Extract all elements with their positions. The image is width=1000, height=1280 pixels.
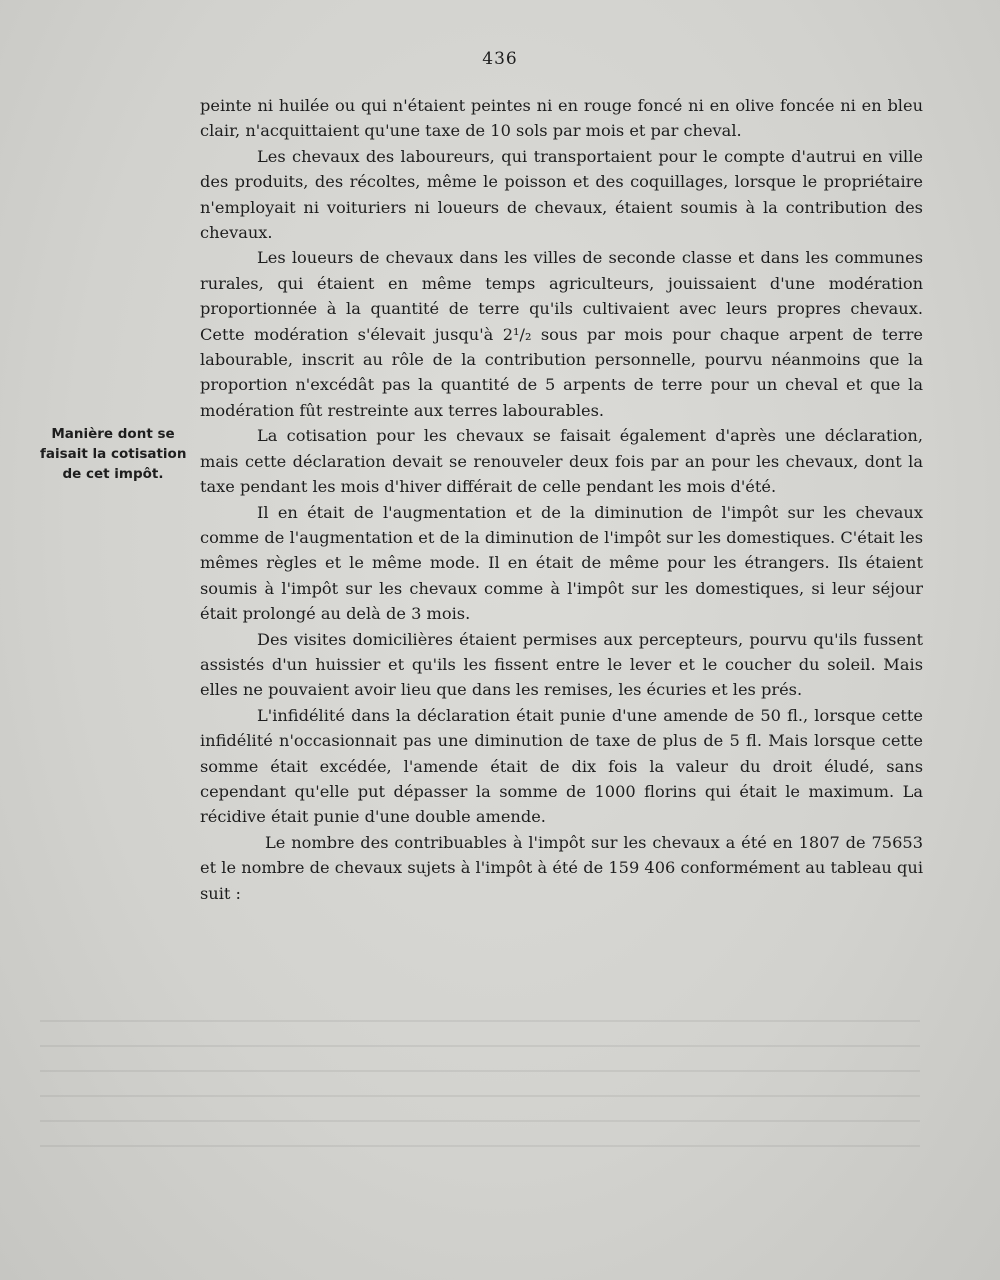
paragraph-continuation: peinte ni huilée ou qui n'étaient peintes ni en rouge foncé ni en olive foncée ni en bleu clair, n'acquittaient qu'une taxe de 10 sols par mois et par cheval.: [200, 96, 923, 141]
paragraph: L'infidélité dans la déclaration était punie d'une amende de 50 fl., lorsque cette infidélité n'occasionnait pas une diminution de taxe de plus de 5 fl. Mais lorsque cette somme était excédée, l'amende était de dix fois la valeur du droit éludé, sans cependant qu'elle put dépasser la somme de 1000 florins qui était le maximum. La récidive était punie d'une double amende.: [200, 705, 923, 827]
body-text: [200, 93, 923, 906]
paragraph: Le nombre des contribuables à l'impôt sur les chevaux a été en 1807 de 75653 et le nombre de chevaux sujets à l'impôt à été de 159 406 conformément au tableau qui suit :: [200, 832, 923, 903]
paragraph: La cotisation pour les chevaux se faisait également d'après une déclaration, mais cette déclaration devait se renouveler deux fois par an pour les chevaux, dont la taxe pendant les mois d'hiver différait de celle pendant les mois d'été.: [200, 426, 923, 497]
margin-note-line: faisait la cotisation: [40, 446, 187, 462]
show-through-text: [40, 1020, 920, 1150]
paragraph: Les chevaux des laboureurs, qui transportaient pour le compte d'autrui en ville des produits, des récoltes, même le poisson et des coquillages, lorsque le propriétaire n'employait ni voituriers ni loueurs de chevaux, étaient soumis à la contribution des chevaux.: [200, 146, 923, 243]
margin-note-line: Manière dont se: [51, 426, 175, 442]
paragraph: Les loueurs de chevaux dans les villes de seconde classe et dans les communes rurales, qui étaient en même temps agriculteurs, jouissaient d'une modération proportionnée à la quantité de terre qu'ils cultivaient avec leurs propres chevaux. Cette modération s'élevait jusqu'à 2¹/₂ sous par mois pour chaque arpent de terre labourable, inscrit au rôle de la contribution personnelle, pourvu néanmoins que la proportion n'excédât pas la quantité de 5 arpents de terre pour un cheval et que la modération fût restreinte aux terres labourables.: [200, 248, 923, 420]
margin-note-line: de cet impôt.: [62, 466, 164, 482]
paragraph: Il en était de l'augmentation et de la diminution de l'impôt sur les chevaux comme de l'augmentation et de la diminution de l'impôt sur les domestiques. C'était les mêmes règles et le même mode. Il en était de même pour les étrangers. Ils étaient soumis à l'impôt sur les chevaux comme à l'impôt sur les domestiques, si leur séjour était prolongé au delà de 3 mois.: [200, 502, 923, 624]
margin-note: [40, 424, 186, 484]
paragraph: Des visites domicilières étaient permises aux percepteurs, pourvu qu'ils fussent assistés d'un huissier et qu'ils les fissent entre le lever et le coucher du soleil. Mais elles ne pouvaient avoir lieu que dans les remises, les écuries et les prés.: [200, 629, 923, 700]
page-number: 436: [482, 49, 518, 69]
